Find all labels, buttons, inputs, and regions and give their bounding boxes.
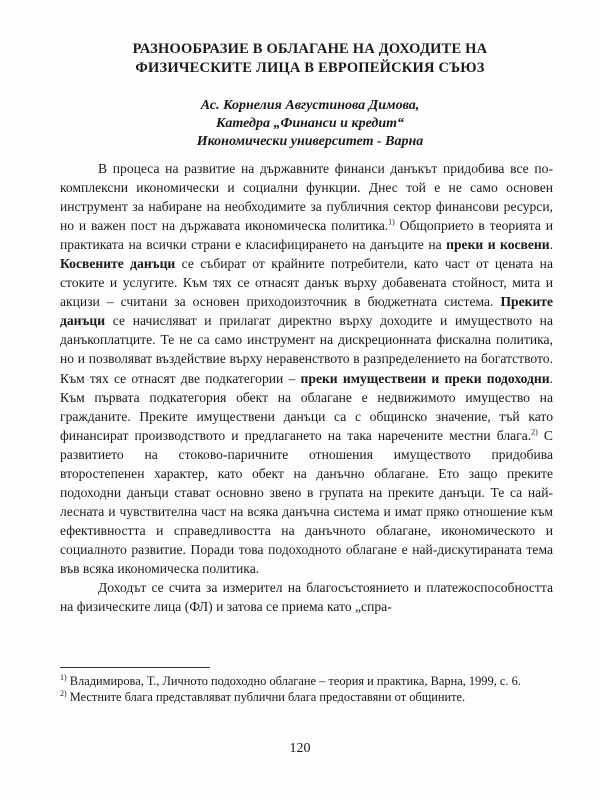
author-university: Икономически университет - Варна [196, 134, 424, 149]
paragraph-1 [60, 159, 553, 578]
body-text [60, 159, 553, 616]
footnote-separator [60, 667, 210, 668]
author-department: Катедра „Финанси и кредит“ [215, 116, 405, 131]
author-block [60, 97, 560, 151]
page-number: 120 [289, 741, 311, 756]
footnote-text-2: Местните блага представляват публични блага предоставяни от общините. [66, 690, 466, 704]
text-run: се събират от крайните потребители, като част от цената на стоките и услугите. Към тях се отнасят данък върху добавената стойност, мита и акцизи – считани за основен приходоизточник в бюджетната система. [60, 256, 553, 310]
text-run: . [549, 237, 553, 253]
bold-term: Косвените данъци [60, 256, 176, 272]
title-line-2: ФИЗИЧЕСКИТЕ ЛИЦА В ЕВРОПЕЙСКИЯ СЪЮЗ [135, 60, 485, 76]
footnotes [60, 673, 553, 705]
bold-term: преки имуществени и преки подоходни [300, 370, 550, 386]
title-line-1: РАЗНООБРАЗИЕ В ОБЛАГАНЕ НА ДОХОДИТЕ НА [132, 41, 488, 57]
paragraph-2: Доходът се счита за измерител на благосъстоянието и платежоспособността на физическите лица (ФЛ) и затова се приема като „спра- [60, 580, 553, 615]
footnote-mark-1: 1) [60, 672, 67, 682]
footnote-ref-1: 1) [388, 217, 395, 227]
text-run: В процеса на развитие на държавните финанси данъкът придобива все по-комплексни икономически и социални функции. Днес той е не само основен инструмент за набиране на необходимите за публичния сектор финансови ресурси, но и важен пост на държавата икономическа политика. [60, 161, 553, 234]
text-run: С развитието на стоково-паричните отношения имуществото придобива второстепенен характер, като обект на данъчно облагане. Ето защо преките подоходни данъци стават основно звено в групата на преките данъци. Те са най-лесната и чувствителна част на всяка данъчна система и имат пряко отношение към ефективността и справедливостта на данъчното облагане, икономическото и социалното развитие. Поради това подоходното облагане е най-дискутираната тема във всяка икономическа политика. [60, 427, 554, 576]
author-name: Ас. Корнелия Августинова Димова, [200, 98, 420, 113]
bold-term: преки и косвени [446, 237, 550, 253]
footnote-1 [60, 673, 553, 689]
text-run: Общоприето в теорията и практиката на всички страни е класифицирането на данъците на [60, 218, 553, 253]
bold-term: Преките данъци [60, 294, 553, 329]
footnote-ref-2: 2) [531, 427, 538, 437]
footnote-2 [60, 689, 553, 705]
footnote-text-1: Владимирова, Т., Личното подоходно облагане – теория и практика, Варна, 1999, с. 6. [66, 674, 521, 688]
paper-title [60, 40, 560, 78]
footnote-mark-2: 2) [60, 688, 67, 698]
text-run: . Към първата подкатегория обект на облагане е недвижимото имущество на гражданите. Преките имуществени данъци са с общинско значение, тъй като финансират производството и предлагането на така наречените местни блага. [60, 370, 553, 443]
text-run: се начисляват и прилагат директно върху доходите и имуществото на данъкоплатците. Те не са само инструмент на дискреционната фискална политика, но и позволяват въздействие върху неравенството в разпределението на богатството. Към тях се отнасят две подкатегории – [60, 313, 553, 386]
